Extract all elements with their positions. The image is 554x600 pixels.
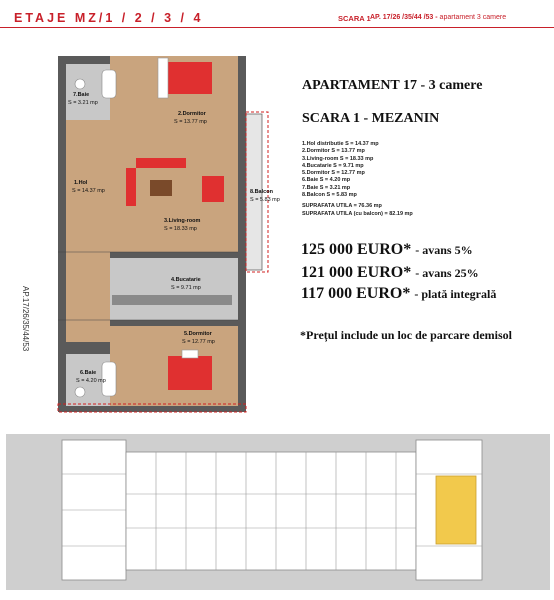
price-footnote: *Prețul include un loc de parcare demisol bbox=[300, 328, 512, 342]
bed-dormitor-2 bbox=[168, 62, 212, 94]
room-list-item: 1.Hol distributie S = 14.37 mp bbox=[302, 141, 379, 147]
stair-label: SCARA 1 bbox=[338, 14, 371, 23]
floor-plan bbox=[0, 0, 300, 420]
ap-numbers: AP. 17/26 /35/44 /53 - bbox=[370, 14, 438, 21]
area-balcon: S = 5.83 mp bbox=[250, 197, 280, 203]
price-note: - avans 25% bbox=[415, 266, 479, 280]
price-amount: 125 000 EURO* bbox=[301, 241, 412, 258]
apartment-title: APARTAMENT 17 - 3 camere bbox=[302, 78, 483, 93]
label-baie-6: 6.Baie bbox=[80, 370, 97, 376]
floors-title: ETAJE MZ/1 / 2 / 3 / 4 bbox=[14, 11, 204, 25]
ap-type: apartament 3 camere bbox=[439, 14, 507, 21]
coffee-table bbox=[150, 180, 172, 196]
area-bucatarie: S = 9.71 mp bbox=[171, 285, 201, 291]
label-baie-7: 7.Baie bbox=[73, 92, 90, 98]
label-dormitor-2: 2.Dormitor bbox=[178, 111, 206, 117]
bed-dormitor-5 bbox=[168, 356, 212, 390]
price-note: - plată integrală bbox=[414, 287, 497, 301]
label-balcon: 8.Balcon bbox=[250, 189, 273, 195]
room-list-item: 3.Living-room S = 18.33 mp bbox=[302, 155, 374, 162]
pillow-dormitor-2 bbox=[158, 58, 168, 98]
price-row bbox=[301, 264, 479, 282]
bathtub-7 bbox=[102, 70, 116, 98]
label-dormitor-5: 5.Dormitor bbox=[184, 331, 212, 337]
room-list-item: 5.Dormitor S = 12.77 mp bbox=[302, 170, 365, 177]
surface-totals bbox=[302, 203, 413, 218]
sofa-arm-left bbox=[126, 168, 136, 206]
room-list-item: 8.Balcon S = 5.83 mp bbox=[302, 192, 357, 199]
surface-utila: SUPRAFATA UTILA = 76.36 mp bbox=[302, 203, 382, 209]
label-bucatarie: 4.Bucatarie bbox=[171, 277, 201, 283]
label-living: 3.Living-room bbox=[164, 218, 201, 224]
apartment-subtitle: SCARA 1 - MEZANIN bbox=[302, 111, 440, 126]
price-note: - avans 5% bbox=[415, 243, 473, 257]
area-dormitor-5: S = 12.77 mp bbox=[182, 339, 215, 345]
room-list bbox=[302, 141, 379, 199]
price-row bbox=[301, 241, 473, 259]
toilet-7 bbox=[75, 79, 85, 89]
hol-floor bbox=[66, 120, 110, 342]
building-center bbox=[126, 452, 416, 570]
apartment-numbers bbox=[370, 14, 506, 21]
area-baie-6: S = 4.20 mp bbox=[76, 378, 106, 384]
area-dormitor-2: S = 13.77 mp bbox=[174, 119, 207, 125]
site-key-plan bbox=[6, 434, 550, 590]
kitchen-counter bbox=[112, 295, 232, 305]
apartment-side-label: AP.17/26/35/44/53 bbox=[21, 286, 30, 352]
price-amount: 117 000 EURO* bbox=[301, 285, 411, 302]
key-plan-drawing bbox=[6, 434, 550, 590]
pillow-dormitor-5 bbox=[182, 350, 198, 358]
highlighted-apartment bbox=[436, 476, 476, 544]
room-list-item: 6.Baie S = 4.20 mp bbox=[302, 177, 351, 184]
area-hol: S = 14.37 mp bbox=[72, 188, 105, 194]
surface-utila-balcon: SUPRAFATA UTILA (cu balcon) = 82.19 mp bbox=[302, 210, 413, 217]
room-list-item: 7.Baie S = 3.21 mp bbox=[302, 184, 351, 191]
dining-table bbox=[202, 176, 224, 202]
area-living: S = 18.33 mp bbox=[164, 226, 197, 232]
toilet-6 bbox=[75, 387, 85, 397]
area-baie-7: S = 3.21 mp bbox=[68, 100, 98, 106]
sofa-back bbox=[136, 158, 186, 168]
label-hol: 1.Hol bbox=[74, 180, 88, 186]
room-list-item: 2.Dormitor S = 13.77 mp bbox=[302, 148, 365, 155]
price-row bbox=[301, 285, 496, 303]
room-list-item: 4.Bucatarie S = 9.71 mp bbox=[302, 162, 364, 169]
price-amount: 121 000 EURO* bbox=[301, 264, 412, 281]
